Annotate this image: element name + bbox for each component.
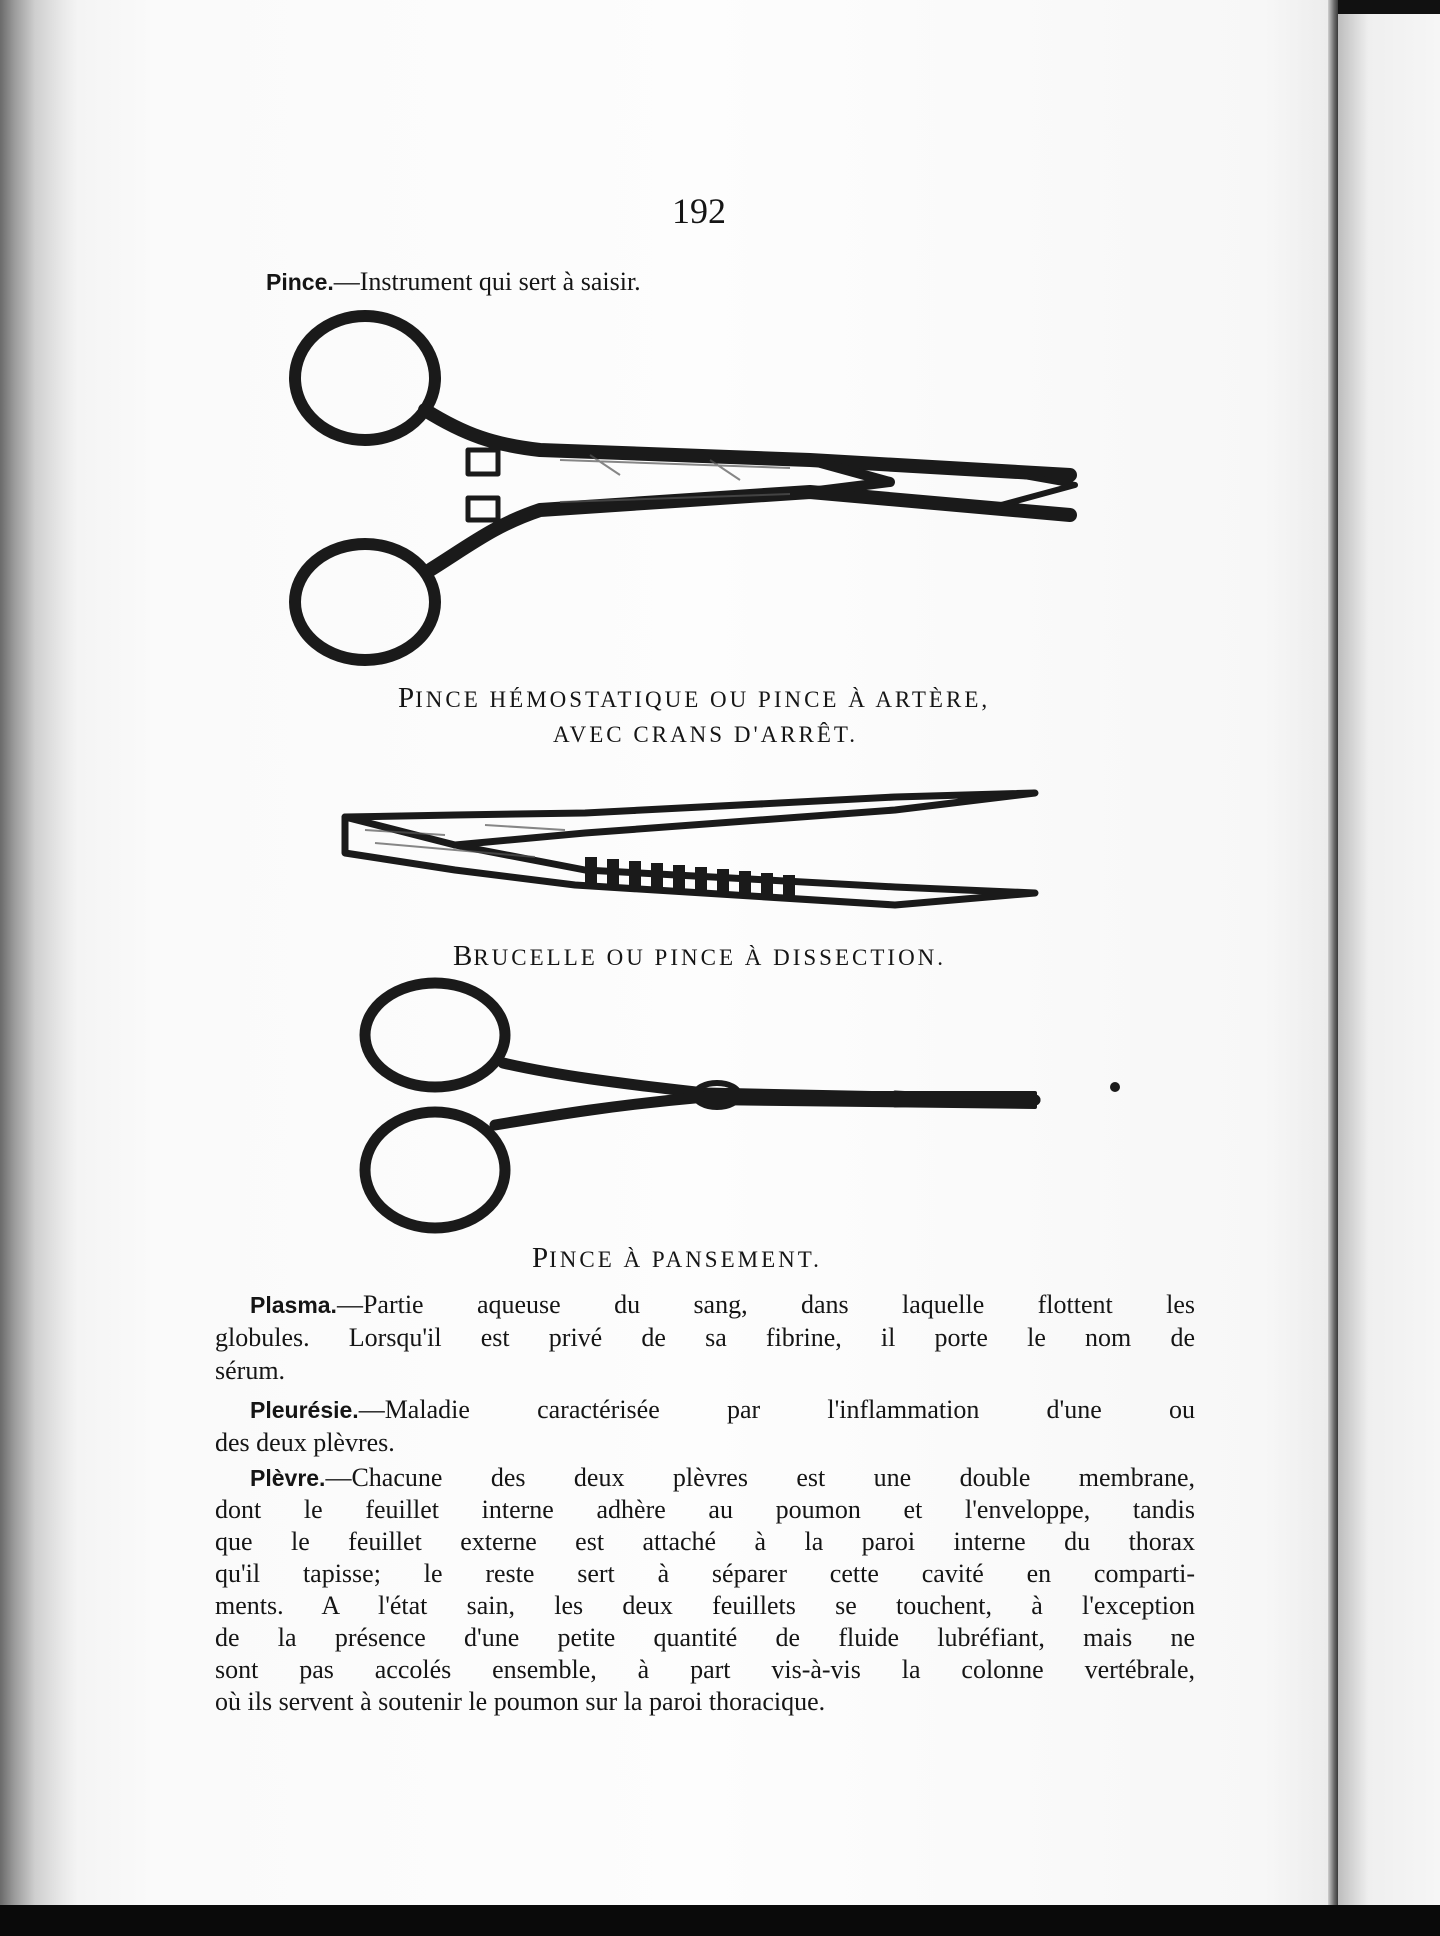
next-page-edge [1338, 0, 1440, 1905]
entry-text: —Partie aqueuse du sang, dans laquelle flottent les [336, 1290, 1195, 1319]
caption-hemostatic-line2: AVEC CRANS D'ARRÊT. [553, 722, 859, 747]
entry-definition: —Instrument qui sert à saisir. [333, 267, 641, 296]
caption-hemostatic-line1 [398, 682, 990, 715]
caption-text: INCE HÉMOSTATIQUE OU PINCE À ARTÈRE, [415, 687, 991, 712]
entry-plevre-line3: que le feuillet externe est attaché à la paroi interne du thorax [215, 1527, 1195, 1556]
entry-plasma-line2: globules. Lorsqu'il est privé de sa fibrine, il porte le nom de [215, 1323, 1195, 1352]
dissecting-forceps-illustration [335, 775, 1045, 915]
entry-pleuresie-line2: des deux plèvres. [215, 1428, 395, 1457]
entry-plevre-line2: dont le feuillet interne adhère au poumon et l'enveloppe, tandis [215, 1495, 1195, 1524]
book-left-edge [0, 0, 78, 1936]
hemostatic-forceps-illustration [290, 310, 1090, 670]
caption-text: RUCELLE OU PINCE À DISSECTION. [473, 945, 947, 970]
entry-plevre-line6: de la présence d'une petite quantité de fluide lubréfiant, mais ne [215, 1623, 1195, 1652]
entry-plasma-line3: sérum. [215, 1356, 286, 1385]
dressing-scissors-illustration [355, 975, 1125, 1245]
entry-term: Plèvre. [250, 1465, 326, 1491]
caption-brucelle [453, 940, 946, 973]
entry-pince [266, 267, 641, 297]
entry-term: Pince. [266, 269, 334, 295]
entry-term: Pleurésie. [250, 1397, 359, 1423]
entry-plevre-line7: sont pas accolés ensemble, à part vis-à-vis la colonne vertébrale, [215, 1655, 1195, 1684]
caption-text: INCE À PANSEMENT. [549, 1247, 822, 1272]
caption-pansement [532, 1242, 822, 1275]
book-gutter [1328, 0, 1338, 1905]
page-number: 192 [672, 191, 726, 231]
entry-plevre-line4: qu'il tapisse; le reste sert à séparer cette cavité en comparti- [215, 1559, 1195, 1588]
caption-initial: P [532, 1242, 550, 1274]
entry-plasma-line1 [215, 1290, 1195, 1320]
entry-term: Plasma. [250, 1292, 337, 1318]
caption-initial: B [453, 940, 474, 972]
entry-plevre-line1 [215, 1463, 1195, 1493]
entry-pleuresie-line1 [215, 1395, 1195, 1425]
entry-text: —Maladie caractérisée par l'inflammation d'une ou [358, 1395, 1195, 1424]
entry-text: —Chacune des deux plèvres est une double membrane, [325, 1463, 1195, 1492]
caption-initial: P [398, 682, 416, 714]
scan-border-bottom [0, 1905, 1440, 1936]
entry-plevre-line8: où ils servent à soutenir le poumon sur la paroi thoracique. [215, 1687, 826, 1716]
scan-border-top [1338, 0, 1440, 14]
entry-plevre-line5: ments. A l'état sain, les deux feuillets se touchent, à l'exception [215, 1591, 1195, 1620]
